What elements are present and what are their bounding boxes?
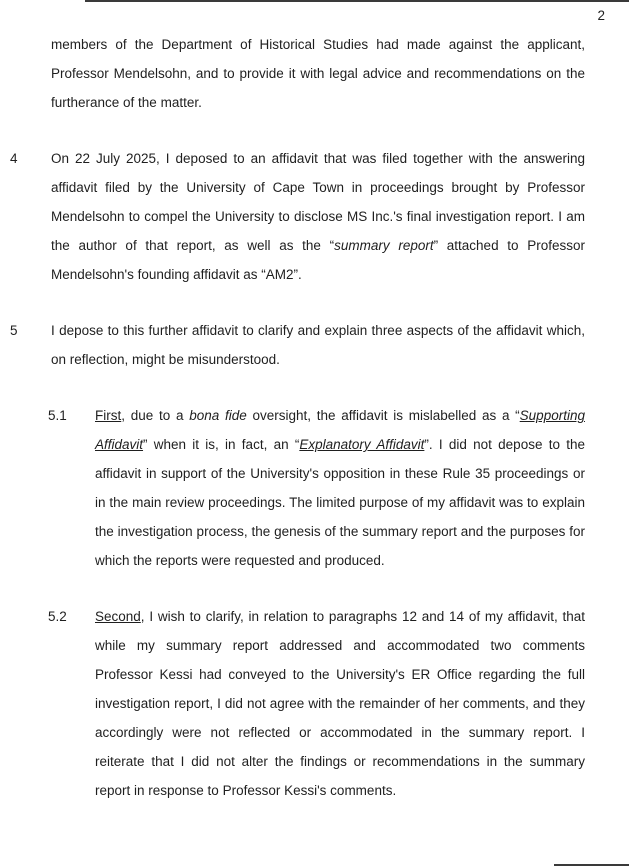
text-run: ” when it is, in fact, an “ (143, 437, 300, 453)
paragraph (10, 144, 585, 289)
paragraph (10, 30, 585, 117)
paragraph-number: 4 (10, 151, 18, 167)
text-run: summary report (334, 238, 434, 254)
paragraph-text (51, 30, 585, 117)
paragraph-text (95, 602, 585, 805)
paragraph (10, 316, 585, 374)
paragraph (48, 602, 585, 805)
text-run: members of the Department of Historical Studies had made against the applicant, Professor Mendelsohn, and to provide it with legal advice and recommendations on the furtherance of the matter. (51, 37, 585, 111)
page-number: 2 (597, 8, 605, 23)
document-body (10, 30, 585, 805)
paragraph-text (95, 401, 585, 575)
paragraph-number (10, 30, 51, 117)
text-run: Second (95, 609, 141, 625)
text-run: I depose to this further affidavit to clarify and explain three aspects of the affidavit which, on reflection, might be misunderstood. (51, 323, 585, 368)
paragraph-number: 5.1 (48, 408, 67, 424)
paragraph-number: 5.2 (48, 609, 67, 625)
paragraph (48, 401, 585, 575)
text-run: On 22 July 2025, I deposed to an affidavit that was filed together with the answering affidavit filed by the University of Cape Town in proceedings brought by Professor Mendelsohn to compel the University to disclose MS Inc.'s final investigation report. I am the author of that report, as well as the “ (51, 151, 585, 254)
text-run: , I wish to clarify, in relation to paragraphs 12 and 14 of my affidavit, that while my summary report addressed and accommodated two comments Professor Kessi had conveyed to the University's ER Office regarding the full investigation report, I did not agree with the remainder of her comments, and they accordingly were not reflected or accommodated in the summary report. I reiterate that I did not alter the findings or recommendations in the summary report in response to Professor Kessi's comments. (95, 609, 585, 799)
text-run: ”. I did not depose to the affidavit in support of the University's opposition in these Rule 35 proceedings or in the main review proceedings. The limited purpose of my affidavit was to explain the investigation process, the genesis of the summary report and the purposes for which the reports were requested and produced. (95, 437, 585, 569)
text-run: Supporting Affidavit (95, 408, 585, 453)
text-run: Explanatory Affidavit (299, 437, 425, 453)
paragraph-text (51, 316, 585, 374)
text-run: First (95, 408, 122, 424)
text-run: bona fide (189, 408, 247, 424)
text-run: oversight, the affidavit is mislabelled as a “ (246, 408, 520, 424)
paragraph-number: 5 (10, 323, 18, 339)
text-run: , due to a (121, 408, 190, 424)
paragraph-text (51, 144, 585, 289)
scan-artifact-top (85, 0, 629, 2)
text-run: ” attached to Professor Mendelsohn's founding affidavit as “AM2”. (51, 238, 585, 283)
